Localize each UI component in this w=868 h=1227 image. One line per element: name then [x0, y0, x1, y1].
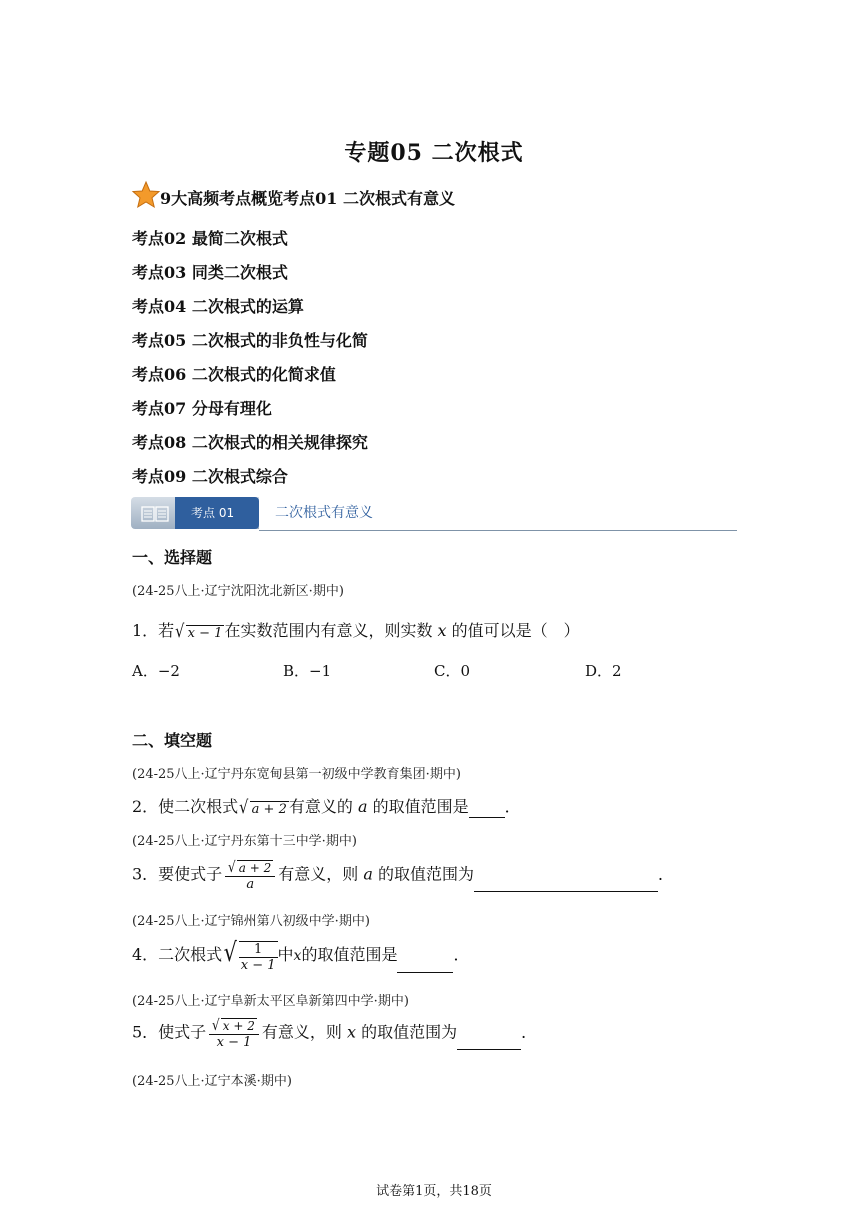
- q4-text-end: 的取值范围是: [301, 944, 398, 964]
- q3-numerator: a + 2: [238, 861, 272, 875]
- toc-item-05: 考点05 二次根式的非负性与化简: [132, 331, 368, 350]
- q4-text-mid: 中: [277, 944, 294, 964]
- q6-source: (24-25八上·辽宁本溪·期中): [132, 1074, 292, 1089]
- q4-sqrt: √ $\frac{1}{x - 1}$: [223, 938, 276, 973]
- q4-denominator: x − 1: [240, 957, 276, 973]
- q4-var: x: [293, 947, 302, 964]
- question-1: [132, 618, 580, 642]
- toc-item-06: 考点06 二次根式的化简求值: [132, 365, 336, 384]
- q3-var: a: [363, 864, 373, 884]
- q2-radicand: a + 2: [251, 802, 287, 817]
- q1-text-end: 的值可以是（ ）: [451, 621, 580, 640]
- q5-var: x: [346, 1022, 356, 1042]
- q5-denominator: x − 1: [216, 1035, 252, 1050]
- q1-option-c: C．0: [434, 662, 471, 680]
- q3-answer-blank[interactable]: [474, 876, 658, 892]
- q5-text-end: 的取值范围为: [361, 1022, 458, 1042]
- toc-item-08: 考点08 二次根式的相关规律探究: [132, 433, 368, 452]
- toc-item-02: 考点02 最简二次根式: [132, 229, 288, 248]
- q2-text-end: 的取值范围是: [372, 797, 469, 816]
- book-icon: [141, 506, 169, 522]
- q2-text-mid: 有意义的: [288, 797, 353, 816]
- page-footer: 试卷第1页，共18页: [376, 1184, 492, 1199]
- overview-line: [160, 186, 455, 209]
- q3-prefix: 3．要使式子: [132, 864, 223, 884]
- q3-denominator: a: [246, 877, 255, 892]
- toc-item-03: 考点03 同类二次根式: [132, 263, 288, 282]
- q1-text-mid: 在实数范围内有意义，则实数: [224, 621, 433, 640]
- q5-prefix: 5．使式子: [132, 1022, 207, 1042]
- q1-option-b: B．−1: [283, 662, 332, 680]
- q4-source: (24-25八上·辽宁锦州第八初级中学·期中): [132, 914, 370, 929]
- q4-answer-blank[interactable]: [397, 957, 453, 973]
- q5-source: (24-25八上·辽宁阜新太平区阜新第四中学·期中): [132, 994, 409, 1009]
- q3-end: ．: [658, 864, 675, 884]
- banner-tag: 考点 01: [191, 506, 235, 520]
- q1-var: x: [437, 621, 447, 640]
- q3-text-mid: 有意义，则: [278, 864, 359, 884]
- question-3: [132, 858, 674, 892]
- q2-sqrt: √ a + 2: [239, 797, 287, 818]
- q1-source: (24-25八上·辽宁沈阳沈北新区·期中): [132, 584, 344, 599]
- q4-fraction: [239, 941, 278, 973]
- question-5: [132, 1016, 537, 1050]
- q4-numerator: 1: [239, 942, 278, 958]
- q2-end: ．: [504, 797, 521, 816]
- banner-divider: [259, 530, 737, 531]
- q5-numerator: x + 2: [222, 1019, 255, 1033]
- q3-fraction: $\frac{√ a + 2}{a}$: [225, 858, 275, 892]
- q4-end: ．: [453, 944, 470, 964]
- q5-answer-blank[interactable]: [457, 1034, 521, 1050]
- question-4: [132, 938, 469, 973]
- q2-answer-blank[interactable]: [469, 802, 505, 818]
- toc-item-09: 考点09 二次根式综合: [132, 467, 288, 486]
- q1-radicand: x − 1: [187, 626, 223, 641]
- topic-banner: [131, 497, 737, 533]
- q2-prefix: 2．使二次根式: [132, 797, 239, 816]
- q1-option-a: A．−2: [132, 662, 180, 680]
- star-icon: [131, 180, 161, 210]
- q5-text-mid: 有意义，则: [261, 1022, 342, 1042]
- q5-fraction: $\frac{√ x + 2}{x - 1}$: [209, 1016, 259, 1050]
- q3-source: (24-25八上·辽宁丹东第十三中学·期中): [132, 834, 357, 849]
- q1-option-d: D．2: [585, 662, 622, 680]
- overview-heading: 9大高频考点概览: [160, 189, 284, 208]
- q1-sqrt: √ x − 1: [175, 621, 223, 642]
- banner-title: 二次根式有意义: [275, 505, 373, 521]
- question-2: [132, 794, 521, 818]
- toc-item-04: 考点04 二次根式的运算: [132, 297, 304, 316]
- section-heading-choice: 一、选择题: [132, 548, 213, 567]
- section-heading-fill: 二、填空题: [132, 731, 213, 750]
- toc-item-07: 考点07 分母有理化: [132, 399, 272, 418]
- q1-prefix: 1．若: [132, 621, 175, 640]
- toc-item-01: 考点01 二次根式有意义: [283, 189, 455, 208]
- q3-text-end: 的取值范围为: [377, 864, 474, 884]
- q5-end: ．: [521, 1022, 538, 1042]
- page-title: 专题05 二次根式: [344, 140, 524, 166]
- q2-var: a: [357, 797, 368, 816]
- q4-prefix: 4．二次根式: [132, 944, 223, 964]
- q2-source: (24-25八上·辽宁丹东宽甸县第一初级中学教育集团·期中): [132, 767, 461, 782]
